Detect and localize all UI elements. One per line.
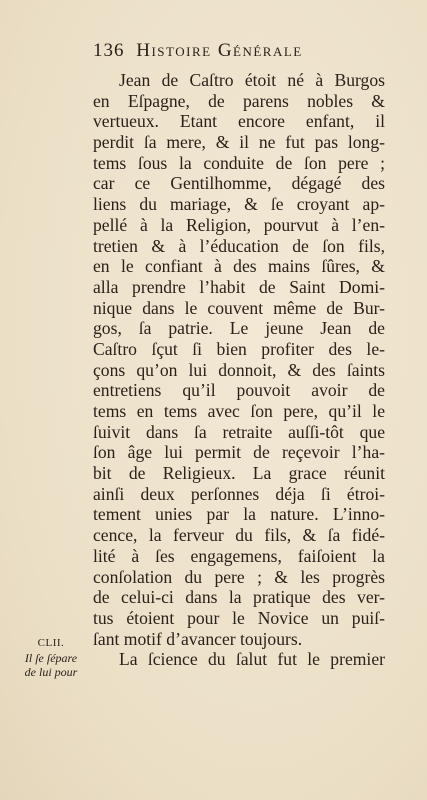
text-line: ſuivit dans ſa retraite auſſi-tôt que <box>93 421 385 442</box>
text-line: Caſtro ſçut ſi bien profiter des le- <box>93 338 385 359</box>
text-line: gos, ſa patrie. Le jeune Jean de <box>93 318 385 339</box>
text-line: cence, la ferveur du fils, & ſa fidé- <box>93 525 385 546</box>
text-line: de celui-ci dans la pratique des ver- <box>93 587 385 608</box>
text-line: nique dans le couvent même de Bur- <box>93 297 385 318</box>
text-line: vertueux. Etant encore enfant, il <box>93 111 385 132</box>
page-number: 136 <box>93 40 125 61</box>
margin-note-number: CLII. <box>37 637 65 649</box>
text-line: pellé à la Religion, pourvut à l’en- <box>93 214 385 235</box>
text-line: ſon âge lui permit de reçevoir l’ha- <box>93 442 385 463</box>
text-line: lité à ſes engagemens, faiſoient la <box>93 545 385 566</box>
text-line: La ſcience du ſalut fut le premier <box>119 649 385 670</box>
text-line: en Eſpagne, de parens nobles & <box>93 90 385 111</box>
text-line: ainſi deux perſonnes déja ſi étroi- <box>93 483 385 504</box>
text-line: conſolation du pere ; & les progrès <box>93 566 385 587</box>
text-line: tus étoient pour le Novice un puiſ- <box>93 607 385 628</box>
text-line: tretien & à l’éducation de ſon fils, <box>93 235 385 256</box>
text-line: ſant motif d’avancer toujours. <box>93 628 303 649</box>
text-line: alla prendre l’habit de Saint Domi- <box>93 276 385 297</box>
text-line: çons qu’on lui donnoit, & des ſaints <box>93 359 385 380</box>
text-line: tement unies par la nature. L’inno- <box>93 504 385 525</box>
running-title: Histoire Générale <box>136 40 303 61</box>
text-line: bit de Religieux. La grace réunit <box>93 463 385 484</box>
main-text-block <box>93 70 385 670</box>
margin-note <box>15 636 87 680</box>
text-line: tems en tems avec ſon pere, qu’il le <box>93 401 385 421</box>
text-line: entretiens qu’il pouvoit avoir de <box>93 380 385 401</box>
margin-note-line: de lui pour <box>24 665 78 679</box>
text-line: Jean de Caſtro étoit né à Burgos <box>119 70 385 90</box>
margin-note-line: Il ſe ſépare <box>24 650 78 665</box>
text-line: perdit ſa mere, & il ne fut pas long- <box>93 132 385 153</box>
text-line: tems ſous la conduite de ſon pere ; <box>93 152 385 173</box>
text-line: car ce Gentilhomme, dégagé des <box>93 173 385 194</box>
text-line: liens du mariage, & ſe croyant ap- <box>93 194 385 215</box>
running-header <box>93 40 383 66</box>
text-line: en le confiant à des mains ſûres, & <box>93 256 385 277</box>
